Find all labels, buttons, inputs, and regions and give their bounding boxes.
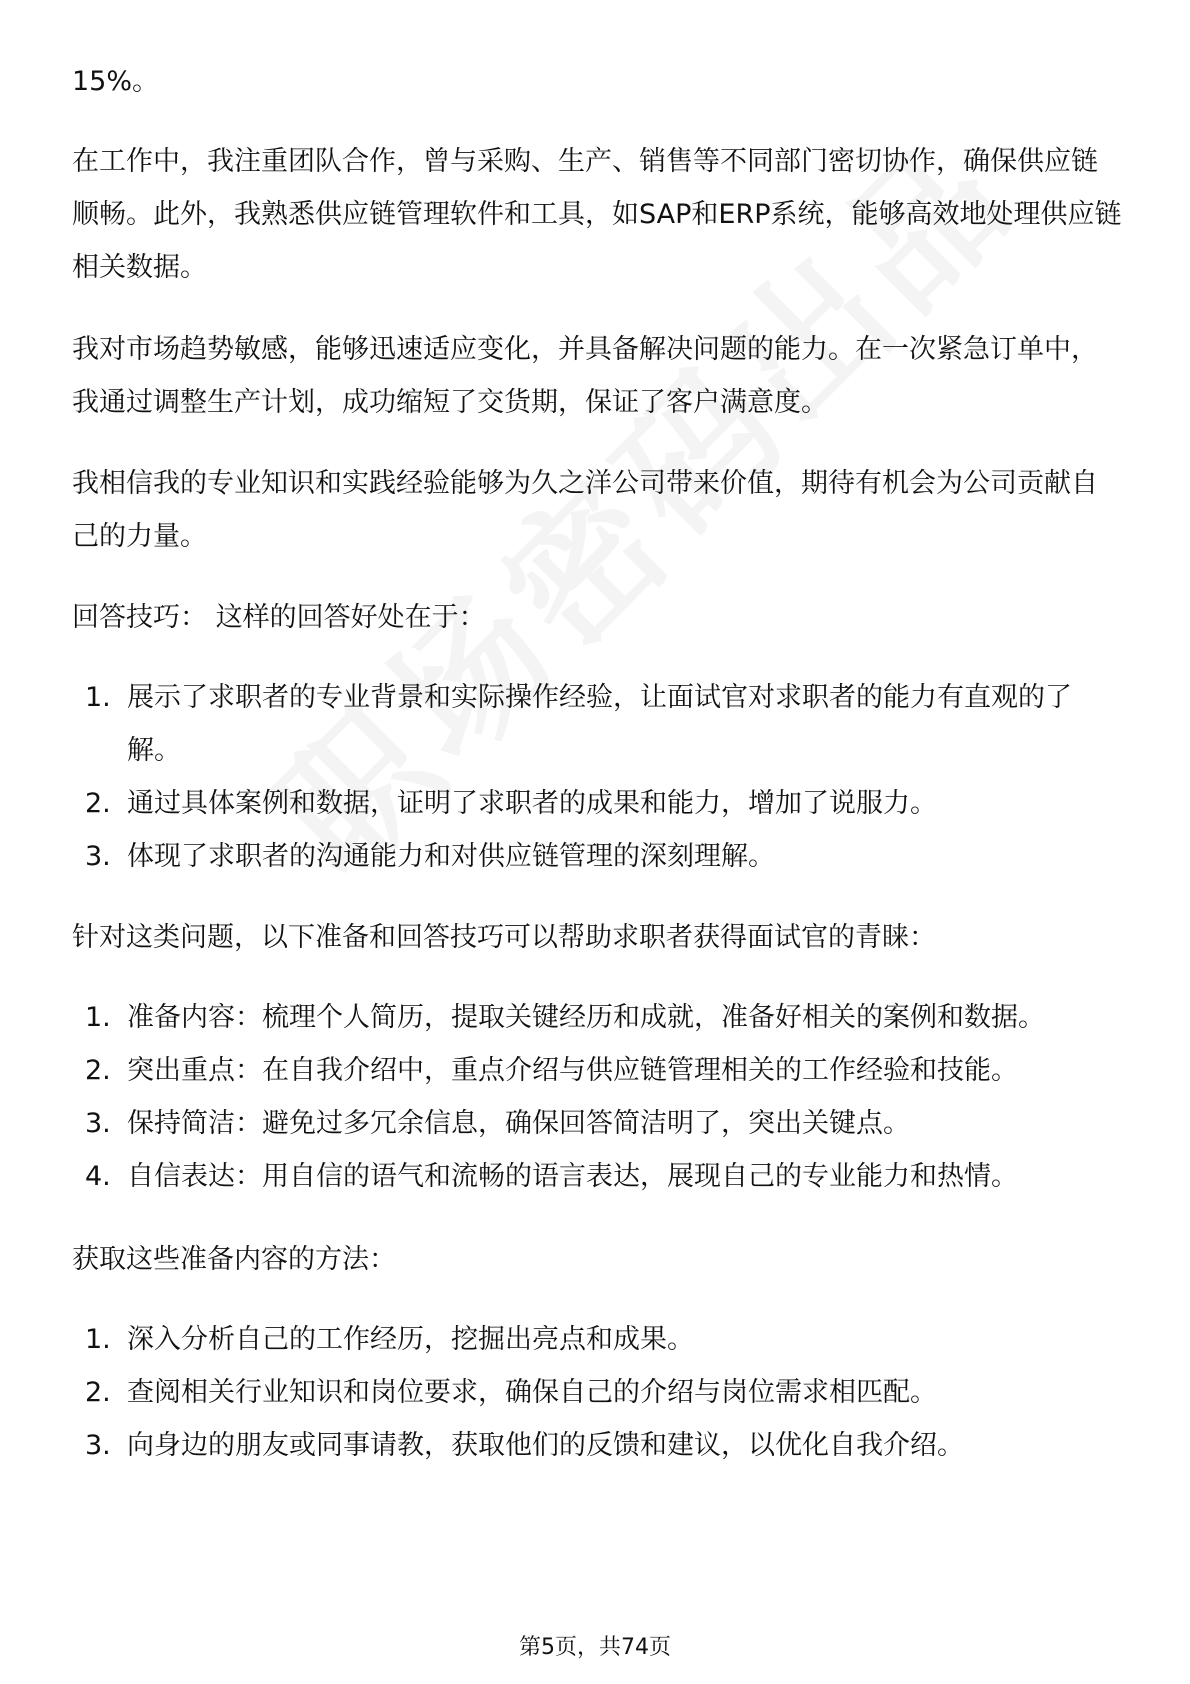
list-item: 2. 突出重点：在自我介绍中，重点介绍与供应链管理相关的工作经验和技能。 [85, 1055, 1018, 1086]
list-item: 4. 自信表达：用自信的语气和流畅的语言表达，展现自己的专业能力和热情。 [85, 1161, 1018, 1192]
paragraph-methods-heading: 获取这些准备内容的方法： [72, 1244, 396, 1275]
list-item: 3. 体现了求职者的沟通能力和对供应链管理的深刻理解。 [85, 841, 775, 872]
list-item: 1. 展示了求职者的专业背景和实际操作经验，让面试官对求职者的能力有直观的了解。 [85, 682, 1072, 766]
paragraph-teamwork: 在工作中，我注重团队合作，曾与采购、生产、销售等不同部门密切协作，确保供应链顺畅。此外，我熟悉供应链管理软件和工具，如SAP和ERP系统，能够高效地处理供应链相关数据。 [72, 146, 1122, 283]
list-preparation [72, 991, 1122, 1203]
paragraph-market: 我对市场趋势敏感，能够迅速适应变化，并具备解决问题的能力。在一次紧急订单中，我通过调整生产计划，成功缩短了交货期，保证了客户满意度。 [72, 334, 1098, 418]
list-item: 2. 查阅相关行业知识和岗位要求，确保自己的介绍与岗位需求相匹配。 [85, 1377, 937, 1408]
list-item: 1. 准备内容：梳理个人简历，提取关键经历和成就，准备好相关的案例和数据。 [85, 1002, 1045, 1033]
list-methods [72, 1313, 1122, 1472]
paragraph-prep-heading: 针对这类问题，以下准备和回答技巧可以帮助求职者获得面试官的青睐： [72, 922, 936, 953]
paragraph-tips-heading: 回答技巧： 这样的回答好处在于： [72, 602, 486, 633]
list-item: 2. 通过具体案例和数据，证明了求职者的成果和能力，增加了说服力。 [85, 788, 937, 819]
paragraph-value: 我相信我的专业知识和实践经验能够为久之洋公司带来价值，期待有机会为公司贡献自己的力量。 [72, 468, 1098, 552]
list-advantages [72, 671, 1122, 883]
list-item: 3. 向身边的朋友或同事请教，获取他们的反馈和建议，以优化自我介绍。 [85, 1430, 964, 1461]
page-number-footer: 第5页，共74页 [519, 1635, 671, 1660]
list-item: 3. 保持简洁：避免过多冗余信息，确保回答简洁明了，突出关键点。 [85, 1108, 910, 1139]
list-item: 1. 深入分析自己的工作经历，挖掘出亮点和成果。 [85, 1324, 694, 1355]
paragraph-continuation: 15%。 [72, 66, 160, 97]
